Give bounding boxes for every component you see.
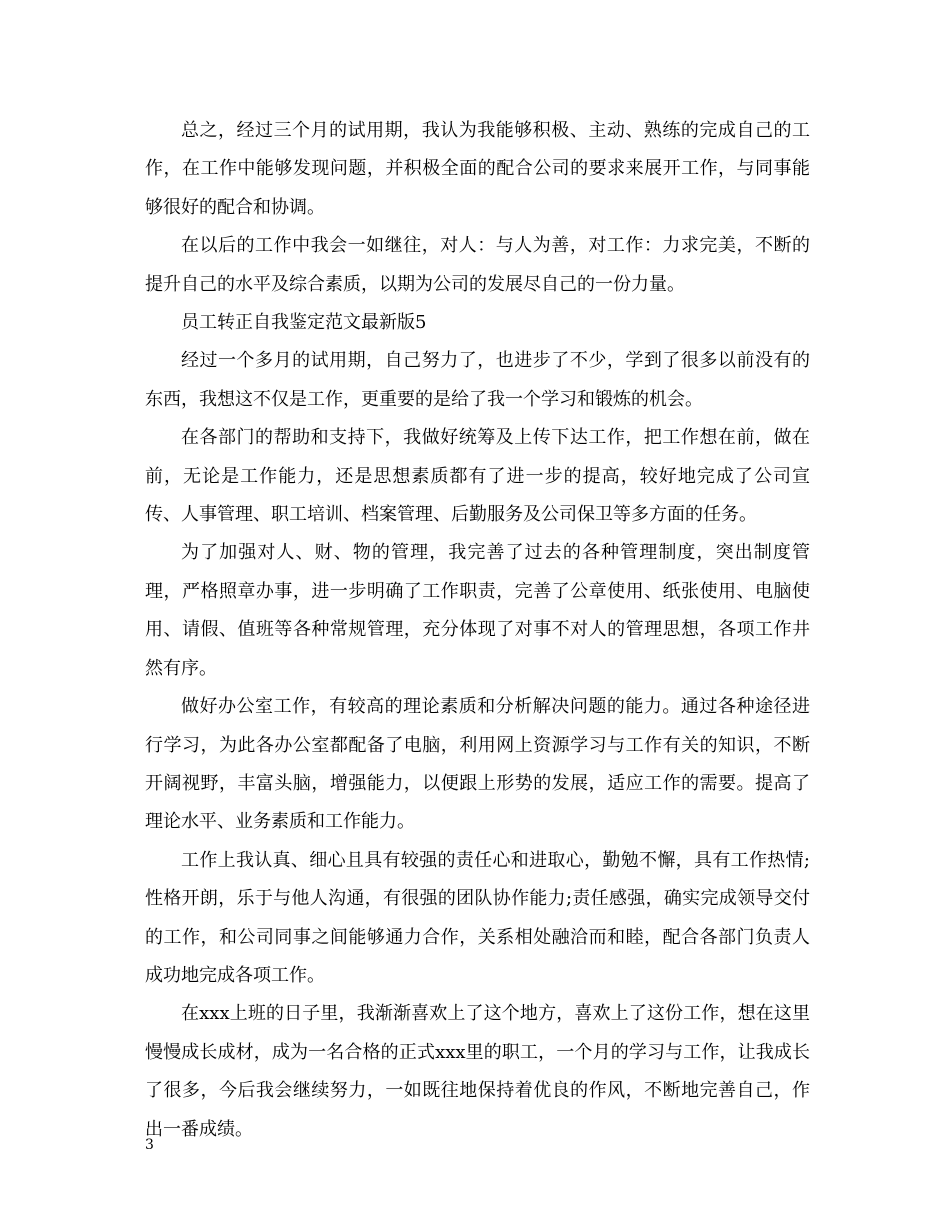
page-number: 3 — [145, 1137, 154, 1153]
document-body — [145, 112, 810, 1149]
section-heading: 员工转正自我鉴定范文最新版5 — [181, 312, 427, 334]
paragraph-probation-summary: 经过一个多月的试用期，自己努力了，也进步了不少，学到了很多以前没有的东西，我想这不仅是工作，更重要的是给了我一个学习和锻炼的机会。 — [145, 350, 810, 410]
paragraph-closing: 在xxx上班的日子里，我渐渐喜欢上了这个地方，喜欢上了这份工作，想在这里慢慢成长成材，成为一名合格的正式xxx里的职工，一个月的学习与工作，让我成长了很多，今后我会继续努力，一如既往地保持着优良的作风，不断地完善自己，作出一番成绩。 — [145, 1003, 810, 1140]
paragraph-office-work: 做好办公室工作，有较高的理论素质和分析解决问题的能力。通过各种途径进行学习，为此各办公室都配备了电脑，利用网上资源学习与工作有关的知识，不断开阔视野，丰富头脑，增强能力，以便跟上形势的发展，适应工作的需要。提高了理论水平、业务素质和工作能力。 — [145, 696, 810, 833]
paragraph-work-attitude: 工作上我认真、细心且具有较强的责任心和进取心，勤勉不懈，具有工作热情;性格开朗，乐于与他人沟通，有很强的团队协作能力;责任感强，确实完成领导交付的工作，和公司同事之间能够通力合作，关系相处融洽而和睦，配合各部门负责人成功地完成各项工作。 — [145, 849, 810, 986]
paragraph-future-commitment: 在以后的工作中我会一如继往，对人：与人为善，对工作：力求完美，不断的提升自己的水平及综合素质，以期为公司的发展尽自己的一份力量。 — [145, 235, 810, 295]
paragraph-department-support: 在各部门的帮助和支持下，我做好统筹及上传下达工作，把工作想在前，做在前，无论是工作能力，还是思想素质都有了进一步的提高，较好地完成了公司宣传、人事管理、职工培训、档案管理、后勤服务及公司保卫等多方面的任务。 — [145, 427, 810, 526]
paragraph-management-systems: 为了加强对人、财、物的管理，我完善了过去的各种管理制度，突出制度管理，严格照章办事，进一步明确了工作职责，完善了公章使用、纸张使用、电脑使用、请假、值班等各种常规管理，充分体现了对事不对人的管理思想，各项工作井然有序。 — [145, 542, 810, 679]
paragraph-conclusion: 总之，经过三个月的试用期，我认为我能够积极、主动、熟练的完成自己的工作，在工作中能够发现问题，并积极全面的配合公司的要求来展开工作，与同事能够很好的配合和协调。 — [145, 120, 810, 218]
